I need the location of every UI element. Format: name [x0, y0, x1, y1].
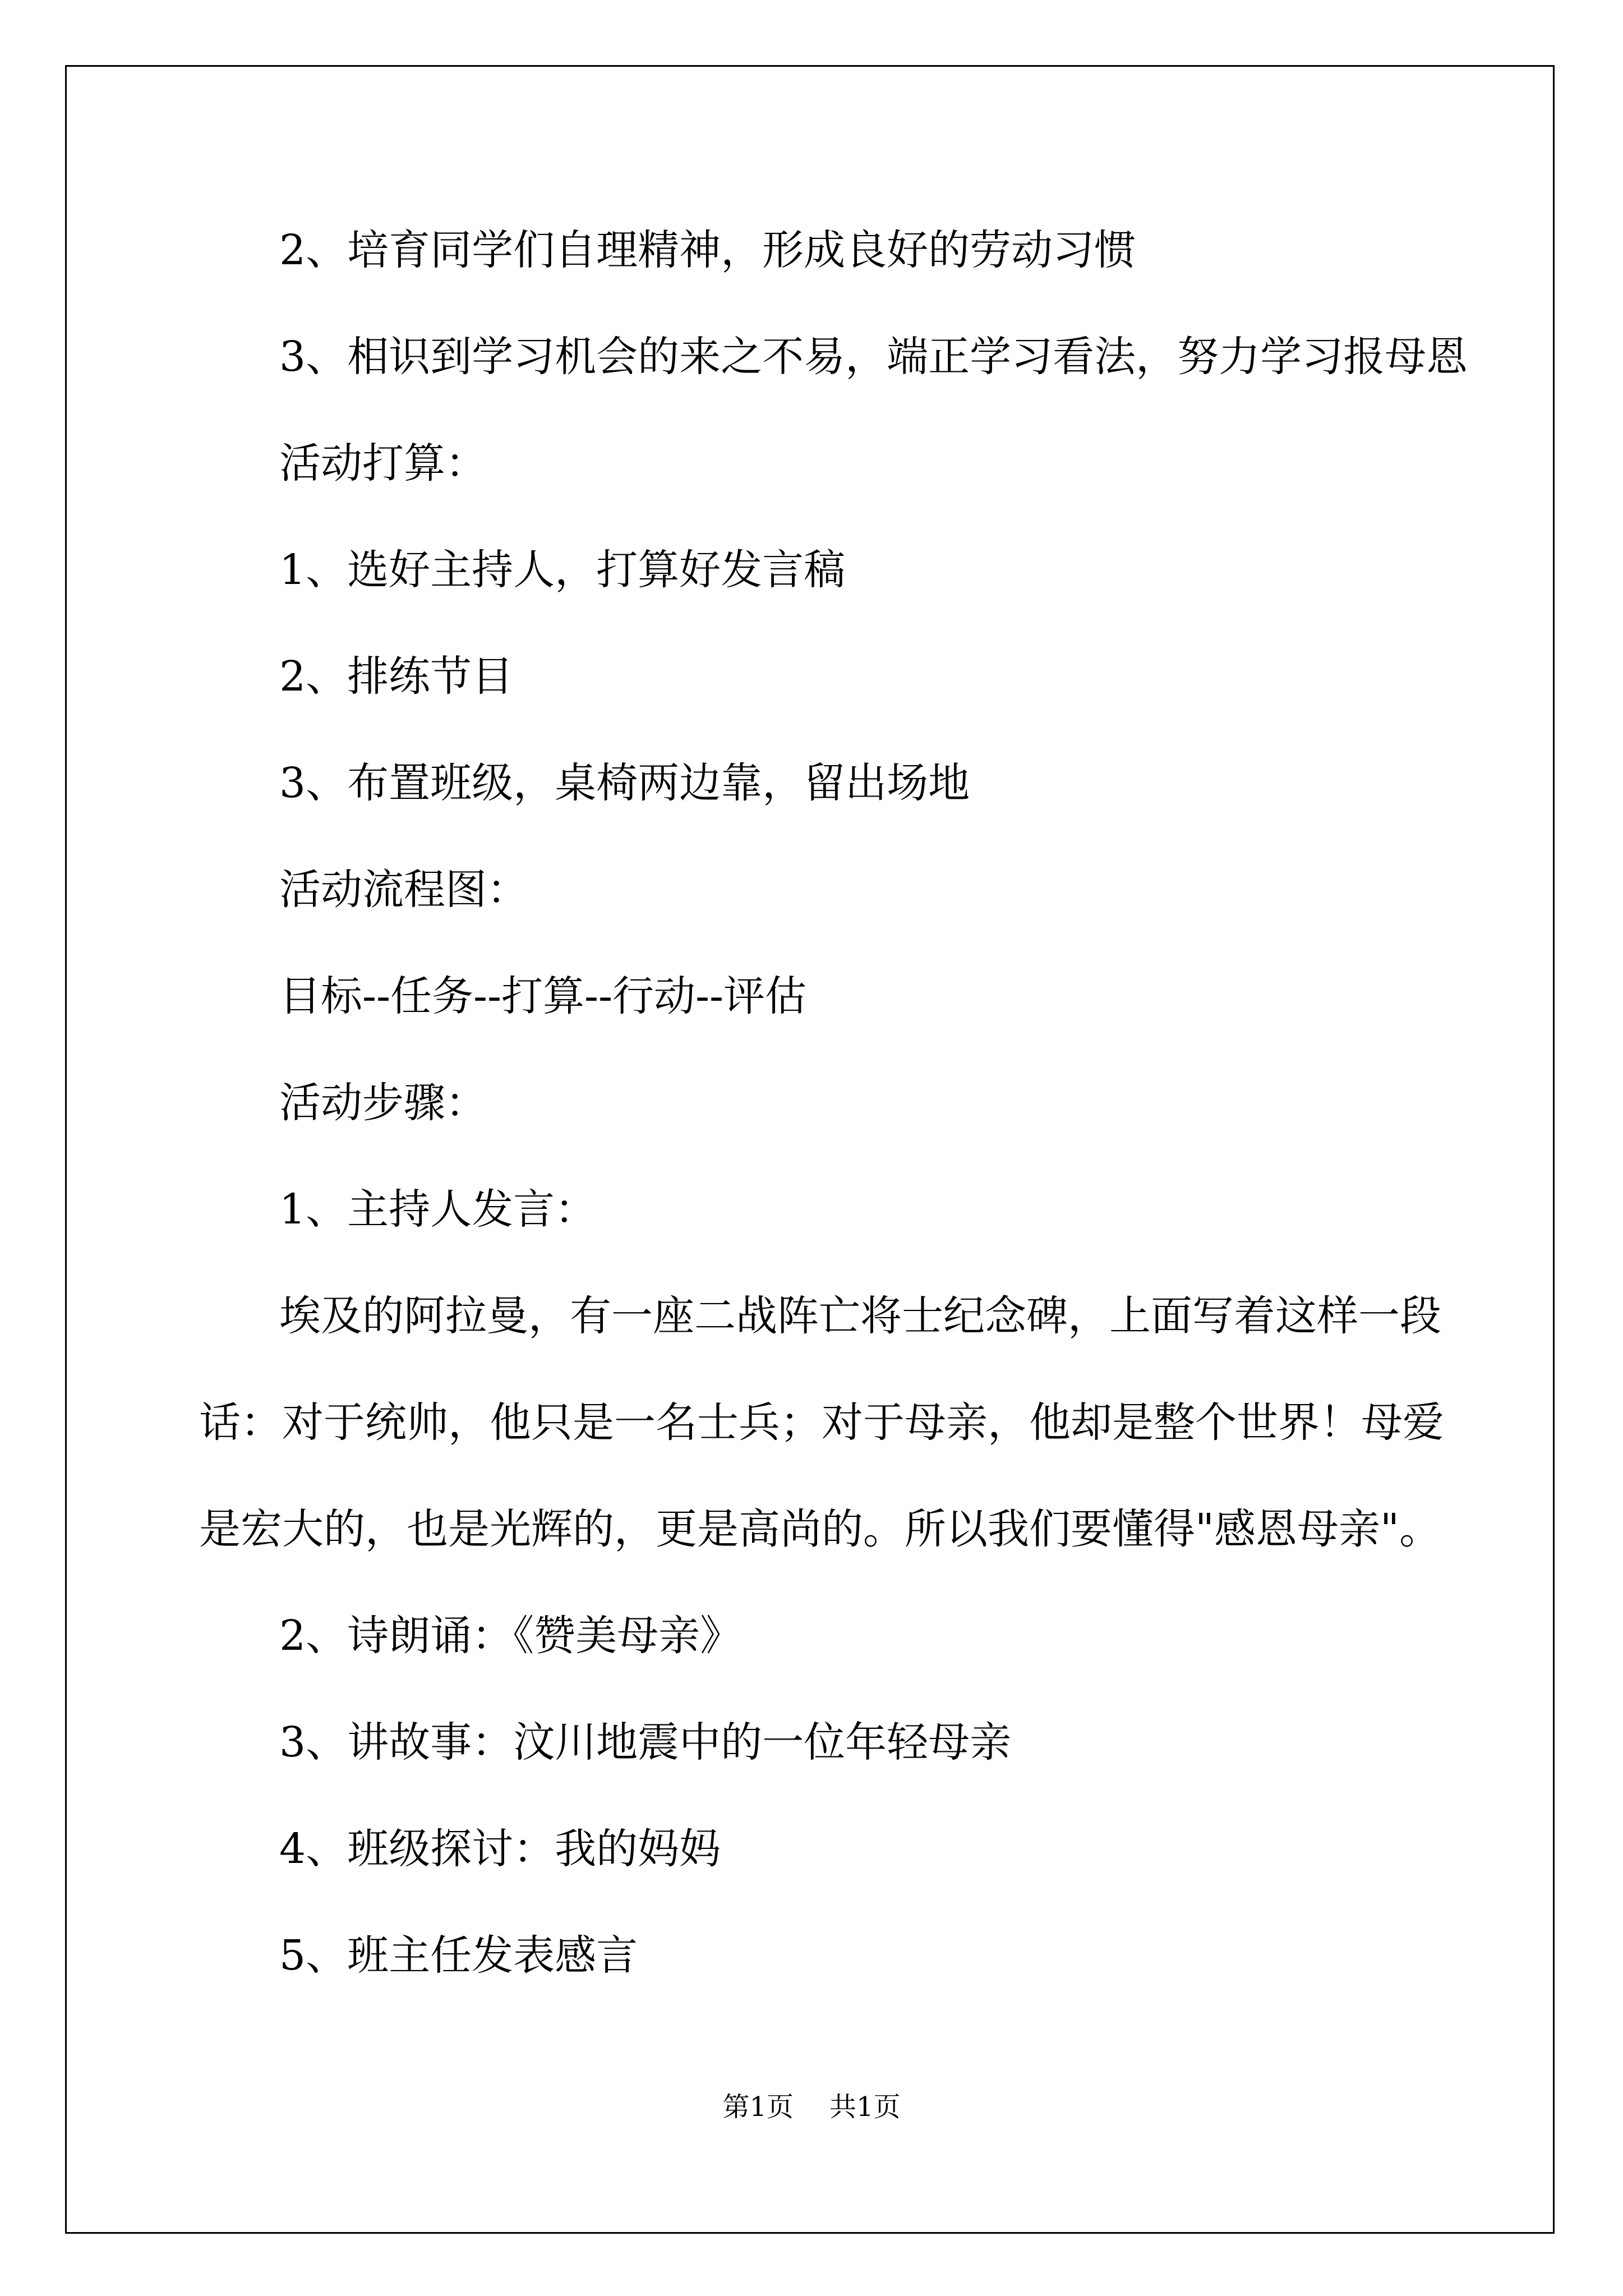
- paragraph-line-2: 话：对于统帅，他只是一名士兵；对于母亲，他却是整个世界！母爱: [199, 1398, 1444, 1447]
- text-line-goal-2: 2、培育同学们自理精神，形成良好的劳动习惯: [279, 226, 1136, 274]
- text-line-step-5: 5、班主任发表感言: [279, 1931, 638, 1980]
- section-heading-flowchart: 活动流程图：: [279, 866, 528, 914]
- text-line-step-1: 1、主持人发言：: [279, 1185, 597, 1234]
- text-line-prep-3: 3、布置班级，桌椅两边靠，留出场地: [279, 759, 970, 807]
- paragraph-line-3: 是宏大的，也是光辉的，更是高尚的。所以我们要懂得"感恩母亲"。: [199, 1505, 1441, 1553]
- page-total: 共1页: [829, 2091, 901, 2123]
- page-number: 第1页: [722, 2091, 794, 2123]
- page-border: [65, 65, 1555, 2234]
- text-line-flowchart: 目标--任务--打算--行动--评估: [279, 972, 807, 1020]
- text-line-step-4: 4、班级探讨：我的妈妈: [279, 1825, 721, 1873]
- text-line-step-3: 3、讲故事：汶川地震中的一位年轻母亲: [279, 1718, 1012, 1766]
- text-line-prep-1: 1、选好主持人，打算好发言稿: [279, 546, 846, 594]
- text-line-prep-2: 2、排练节目: [279, 652, 514, 701]
- paragraph-line-1: 埃及的阿拉曼，有一座二战阵亡将士纪念碑，上面写着这样一段: [279, 1292, 1441, 1340]
- section-heading-preparation: 活动打算：: [279, 439, 487, 487]
- section-heading-steps: 活动步骤：: [279, 1079, 487, 1127]
- text-line-goal-3: 3、相识到学习机会的来之不易，端正学习看法，努力学习报母恩: [279, 333, 1468, 381]
- page-footer: [0, 2090, 1623, 2124]
- text-line-step-2: 2、诗朗诵：《赞美母亲》: [279, 1612, 742, 1660]
